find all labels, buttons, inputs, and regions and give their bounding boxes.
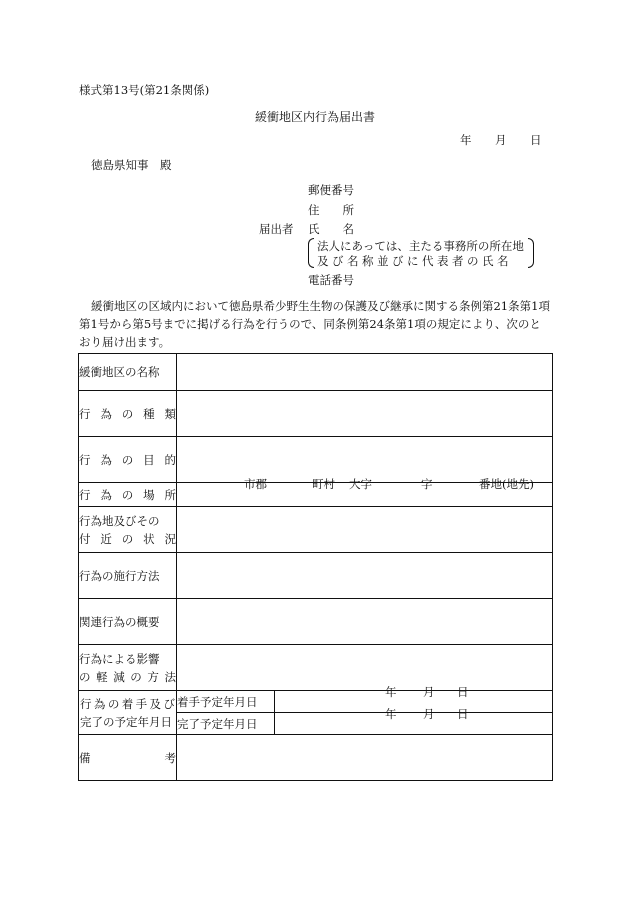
area-name-label: 緩衝地区の名称 bbox=[79, 354, 177, 391]
body-paragraph bbox=[79, 297, 551, 351]
surroundings-value[interactable] bbox=[177, 507, 553, 553]
corporate-note-line1: 法人にあっては、主たる事務所の所在地 bbox=[317, 239, 524, 253]
action-place-label: 行 為 の 場 所 bbox=[79, 487, 176, 502]
row-related bbox=[79, 599, 553, 645]
action-place-value[interactable] bbox=[177, 477, 553, 507]
end-date-value[interactable] bbox=[275, 707, 553, 735]
town-unit: 町村 bbox=[312, 477, 335, 491]
body-text: 緩衝地区の区域内において徳島県希少野生生物の保護及び継承に関する条例第21条第1項第1号から第5号までに掲げる行為を行うので、同条例第24条第1項の規定により、次のとおり届け出ます。 bbox=[79, 299, 550, 349]
end-month: 月 bbox=[423, 707, 435, 721]
date-day-label: 日 bbox=[530, 133, 542, 147]
action-type-value[interactable] bbox=[177, 391, 553, 437]
impact-label bbox=[79, 645, 177, 691]
start-month: 月 bbox=[423, 685, 435, 699]
row-remarks bbox=[79, 735, 553, 781]
start-day: 日 bbox=[457, 685, 469, 699]
related-label: 関連行為の概要 bbox=[79, 599, 177, 645]
end-date-label: 完了予定年月日 bbox=[177, 713, 275, 735]
end-year: 年 bbox=[385, 707, 397, 721]
form-number: 様式第13号(第21条関係) bbox=[79, 83, 210, 97]
remarks-cell bbox=[79, 735, 177, 781]
date-month-label: 月 bbox=[495, 133, 507, 147]
addressee: 徳島県知事 殿 bbox=[91, 158, 172, 172]
right-bracket bbox=[528, 238, 534, 268]
start-date-value[interactable] bbox=[275, 685, 553, 713]
schedule-line1: 行 為 の 着 手 及 び bbox=[80, 696, 175, 711]
phone-label: 電話番号 bbox=[308, 273, 354, 287]
postal-code-label: 郵便番号 bbox=[308, 183, 354, 197]
banchi-unit: 番地(地先) bbox=[479, 477, 534, 491]
aza-unit: 字 bbox=[421, 477, 433, 491]
notification-table bbox=[78, 353, 553, 781]
remarks-value[interactable] bbox=[177, 735, 553, 781]
surroundings-label bbox=[79, 507, 177, 553]
start-date-label: 着手予定年月日 bbox=[177, 691, 275, 713]
schedule-label bbox=[79, 691, 177, 735]
surroundings-line1: 行為地及びその bbox=[79, 513, 160, 528]
row-action-place bbox=[79, 483, 553, 507]
impact-value[interactable] bbox=[177, 645, 553, 691]
remarks-label: 備 考 bbox=[79, 750, 176, 765]
method-value[interactable] bbox=[177, 553, 553, 599]
method-label: 行為の施行方法 bbox=[79, 553, 177, 599]
address-label: 住 所 bbox=[308, 203, 354, 217]
related-value[interactable] bbox=[177, 599, 553, 645]
start-year: 年 bbox=[385, 685, 397, 699]
action-place-cell bbox=[79, 483, 177, 507]
date-year-label: 年 bbox=[460, 133, 472, 147]
impact-line1: 行為による影響 bbox=[79, 651, 160, 666]
row-surroundings bbox=[79, 507, 553, 553]
action-purpose-label: 行 為 の 目 的 bbox=[79, 452, 176, 467]
action-purpose-cell bbox=[79, 437, 177, 483]
schedule-line2: 完了の予定年月日 bbox=[80, 714, 172, 729]
left-bracket bbox=[308, 238, 314, 268]
city-unit: 市郡 bbox=[244, 477, 267, 491]
name-label: 氏 名 bbox=[308, 222, 354, 236]
action-type-label: 行 為 の 種 類 bbox=[79, 406, 176, 421]
action-type-cell bbox=[79, 391, 177, 437]
row-impact bbox=[79, 645, 553, 691]
end-day: 日 bbox=[457, 707, 469, 721]
row-method bbox=[79, 553, 553, 599]
impact-line2: の 軽 減 の 方 法 bbox=[79, 669, 176, 684]
area-name-value[interactable] bbox=[177, 354, 553, 391]
oaza-unit: 大字 bbox=[349, 477, 372, 491]
corporate-note-line2: 及び名称並びに代表者の氏名 bbox=[317, 254, 512, 268]
row-start-date bbox=[79, 691, 553, 713]
row-action-type bbox=[79, 391, 553, 437]
document-title: 緩衝地区内行為届出書 bbox=[254, 110, 375, 124]
notifier-label: 届出者 bbox=[259, 222, 294, 236]
corporate-note bbox=[308, 238, 534, 268]
surroundings-line2: 付 近 の 状 況 bbox=[79, 531, 176, 546]
row-area-name bbox=[79, 354, 553, 391]
